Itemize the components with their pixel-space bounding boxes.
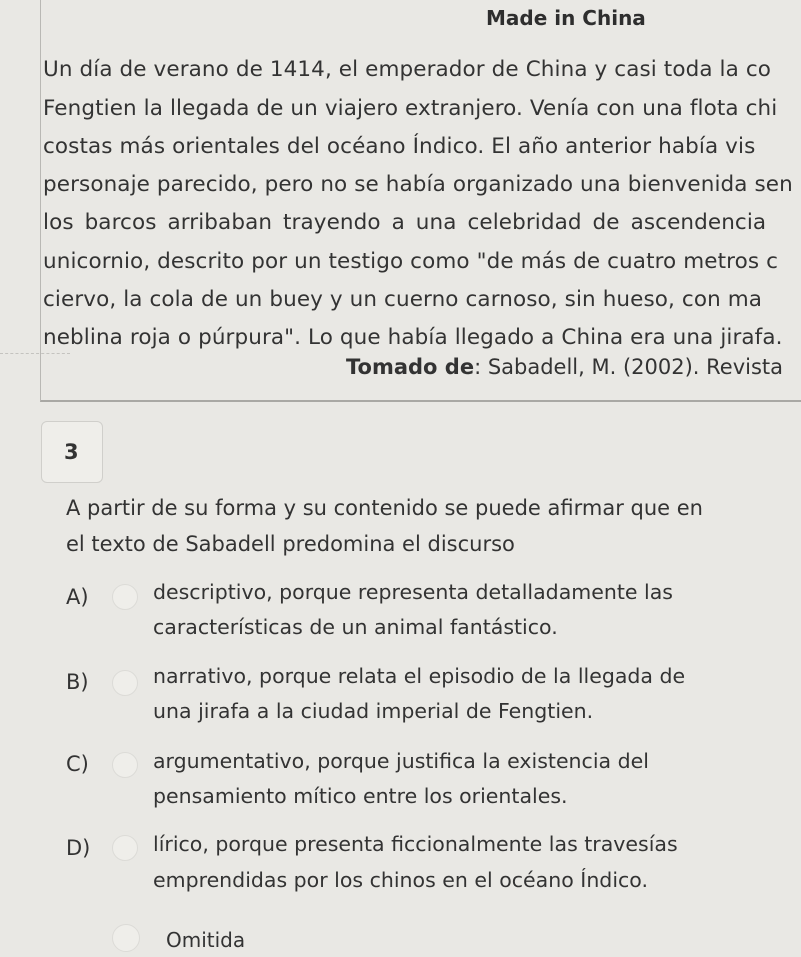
divider xyxy=(0,353,70,354)
passage-line: los barcos arribaban trayendo a una celebridad de ascendencia xyxy=(43,210,767,235)
passage-line: ciervo, la cola de un buey y un cuerno carnoso, sin hueso, con ma xyxy=(43,287,763,312)
option-letter: C) xyxy=(66,752,89,776)
option-text: lírico, porque presenta ficcionalmente las travesías xyxy=(153,832,678,856)
option-text: descriptivo, porque representa detalladamente las xyxy=(153,580,673,604)
option-d-radio[interactable] xyxy=(112,835,138,861)
option-text: pensamiento mítico entre los orientales. xyxy=(153,784,568,808)
source-text: : Sabadell, M. (2002). Revista xyxy=(474,355,784,379)
source-label: Tomado de xyxy=(346,355,475,379)
passage-source xyxy=(346,355,783,379)
option-text: emprendidas por los chinos en el océano Índico. xyxy=(153,868,648,892)
option-letter: D) xyxy=(66,836,91,860)
option-c-radio[interactable] xyxy=(112,752,138,778)
passage-line: costas más orientales del océano Índico. El año anterior había vis xyxy=(43,134,756,159)
reading-passage xyxy=(40,0,801,402)
passage-line: personaje parecido, pero no se había organizado una bienvenida sen xyxy=(43,172,793,197)
question-stem-line: el texto de Sabadell predomina el discurso xyxy=(66,532,515,556)
passage-line: unicornio, descrito por un testigo como "de más de cuatro metros c xyxy=(43,249,779,274)
option-b-radio[interactable] xyxy=(112,670,138,696)
omit-label: Omitida xyxy=(166,928,246,952)
passage-line: neblina roja o púrpura". Lo que había llegado a China era una jirafa. xyxy=(43,325,783,350)
option-text: una jirafa a la ciudad imperial de Fengtien. xyxy=(153,699,594,723)
option-text: características de un animal fantástico. xyxy=(153,615,558,639)
question-stem-line: A partir de su forma y su contenido se puede afirmar que en xyxy=(66,496,703,520)
passage-title: Made in China xyxy=(486,6,646,30)
option-letter: B) xyxy=(66,670,89,694)
passage-line: Fengtien la llegada de un viajero extranjero. Venía con una flota chi xyxy=(43,96,778,121)
omit-radio[interactable] xyxy=(112,924,140,952)
question-number: 3 xyxy=(64,440,79,464)
passage-line: Un día de verano de 1414, el emperador de China y casi toda la co xyxy=(43,57,771,82)
option-a-radio[interactable] xyxy=(112,584,138,610)
option-text: narrativo, porque relata el episodio de la llegada de xyxy=(153,664,686,688)
option-letter: A) xyxy=(66,585,89,609)
option-text: argumentativo, porque justifica la existencia del xyxy=(153,749,649,773)
